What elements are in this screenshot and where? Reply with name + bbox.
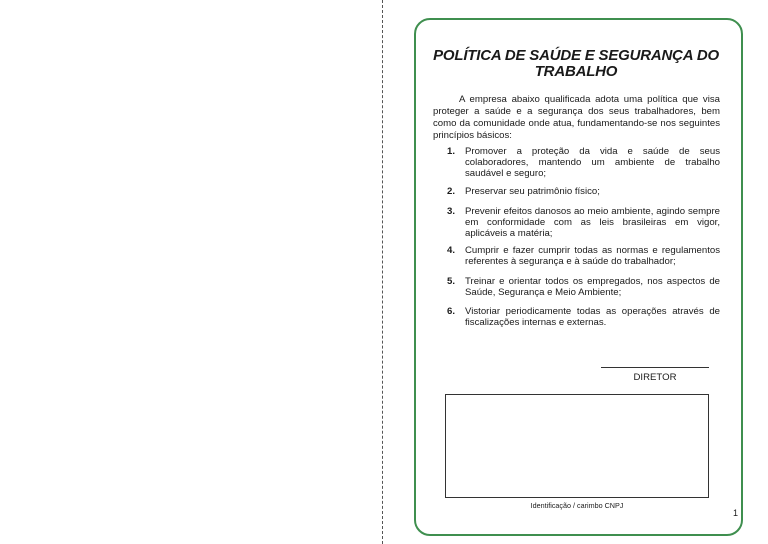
- signature-label: DIRETOR: [633, 372, 677, 383]
- principle-number: 2.: [447, 186, 456, 197]
- stamp-box: [445, 394, 709, 498]
- principle-item: [447, 276, 720, 298]
- principle-number: 1.: [447, 146, 456, 157]
- principle-item: [447, 146, 720, 179]
- principle-text: Vistoriar periodicamente todas as operações através de fiscalizações internas e externas.: [465, 306, 720, 328]
- principle-number: 5.: [447, 276, 456, 287]
- principle-item: [447, 306, 720, 328]
- principle-text: Promover a proteção da vida e saúde de seus colaboradores, mantendo um ambiente de trabalho saudável e seguro;: [465, 146, 720, 179]
- principle-text: Cumprir e fazer cumprir todas as normas e regulamentos referentes à segurança e à saúde do trabalhador;: [465, 245, 720, 267]
- principle-text: Treinar e orientar todos os empregados, nos aspectos de Saúde, Segurança e Meio Ambiente;: [465, 276, 720, 298]
- principle-item: [447, 206, 720, 239]
- stamp-caption: Identificação / carimbo CNPJ: [530, 501, 624, 510]
- fold-line: [382, 0, 383, 544]
- principle-item: [447, 245, 720, 267]
- principle-text: Prevenir efeitos danosos ao meio ambiente, agindo sempre em conformidade com as leis brasileiras em vigor, aplicáveis a matéria;: [465, 206, 720, 239]
- principle-item: [447, 186, 720, 197]
- page-number: 1: [733, 508, 739, 518]
- document-title: POLÍTICA DE SAÚDE E SEGURANÇA DO TRABALHO: [433, 47, 719, 80]
- signature-line: [601, 367, 709, 368]
- principle-number: 4.: [447, 245, 456, 256]
- intro-paragraph: A empresa abaixo qualificada adota uma política que visa proteger a saúde e a segurança dos seus trabalhadores, bem como da comunidade onde atua, fundamentando-se nos seguintes princípios básicos:: [433, 94, 720, 141]
- principle-number: 6.: [447, 306, 456, 317]
- principle-text: Preservar seu patrimônio físico;: [465, 186, 600, 197]
- principle-number: 3.: [447, 206, 456, 217]
